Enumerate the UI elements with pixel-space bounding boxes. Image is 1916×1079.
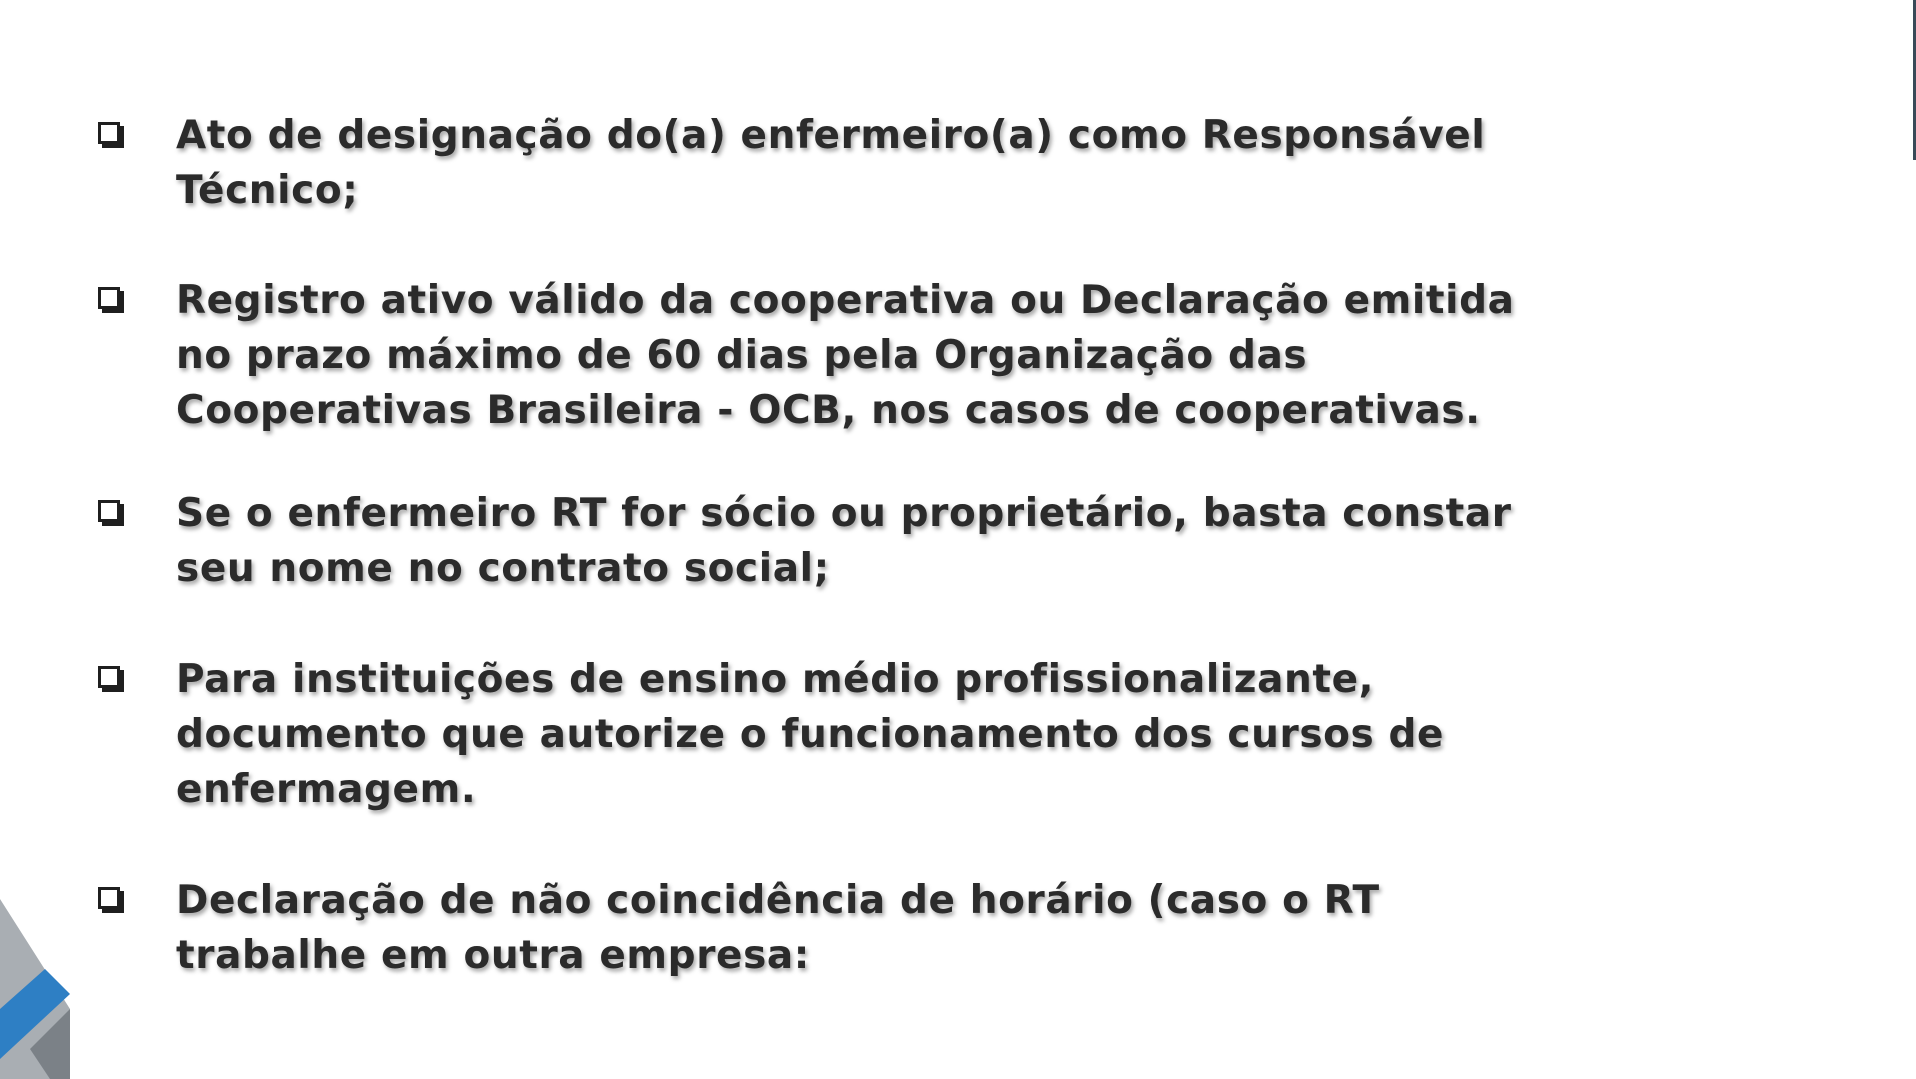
list-item [98,108,1558,218]
checkbox-bullet-icon [98,287,120,309]
checkbox-bullet-icon [98,500,120,522]
bullet-text: Se o enfermeiro RT for sócio ou proprietário, basta constar seu nome no contrato social; [176,491,1512,591]
bullet-text: Para instituições de ensino médio profissionalizante, documento que autorize o funcionamento dos cursos de enfermagem. [176,657,1445,812]
checkbox-bullet-icon [98,887,120,909]
checkbox-bullet-icon [98,666,120,688]
bullet-text: Ato de designação do(a) enfermeiro(a) como Responsável Técnico; [176,113,1486,213]
checkbox-bullet-icon [98,122,120,144]
corner-decoration [0,899,70,1079]
bullet-text: Registro ativo válido da cooperativa ou Declaração emitida no prazo máximo de 60 dias pela Organização das Cooperativas Brasileira - OCB, nos casos de cooperativas. [176,278,1515,433]
bullet-text: Declaração de não coincidência de horário (caso o RT trabalhe em outra empresa: [176,878,1380,978]
list-item [98,486,1558,596]
list-item [98,873,1558,983]
list-item [98,273,1558,438]
list-item [98,652,1558,817]
